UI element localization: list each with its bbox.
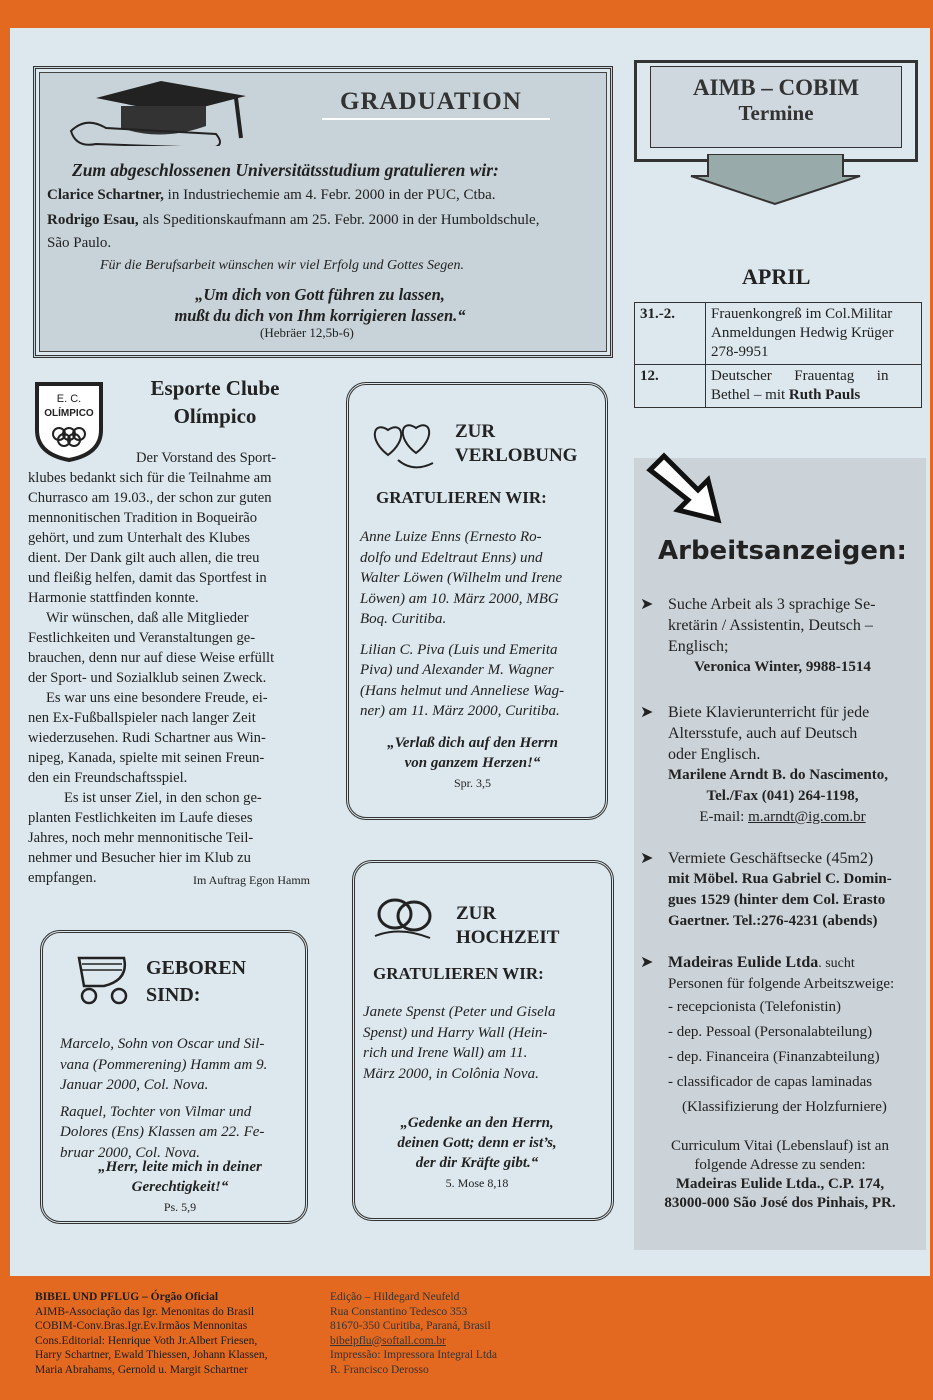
- verlobung-quote: „Verlaß dich auf den Herrn von ganzem Herzen!“ Spr. 3,5: [387, 735, 558, 790]
- aimb-subtitle: Termine: [738, 101, 814, 125]
- pointing-arrow-icon: [646, 452, 724, 524]
- baby-carriage-icon: [74, 948, 134, 1006]
- wedding-rings-icon: [370, 886, 440, 944]
- job-list: - recepcionista (Telefonistin) - dep. Pessoal (Personalabteilung) - dep. Financeira (Finanzabteilung) - classificador de capas laminadas (Klassifizierung der Holzfurniere): [668, 999, 887, 1115]
- graduation-ref: (Hebräer 12,5b-6): [260, 325, 354, 340]
- bullet-arrow-icon: ➤: [640, 954, 654, 971]
- table-row: 12. Deutscher Frauentag in Bethel – mit Ruth Pauls: [635, 365, 922, 408]
- down-arrow-icon: [688, 154, 863, 206]
- svg-text:E. C.: E. C.: [56, 393, 82, 405]
- title-underline: [322, 118, 550, 120]
- hochzeit-subtitle: GRATULIEREN WIR:: [373, 964, 544, 983]
- ad-item-1: ➤ Suche Arbeit als 3 sprachige Se- kretärin / Assistentin, Deutsch – Englisch; Veronica Winter, 9988-1514: [640, 596, 876, 675]
- sport-title: Esporte Clube Olímpico: [150, 376, 280, 428]
- svg-text:OLÍMPICO: OLÍMPICO: [44, 408, 94, 419]
- table-row: 31.-2. Frauenkongreß im Col.Militar Anmeldungen Hedwig Krüger 278-9951: [635, 303, 922, 365]
- graduation-quote: „Um dich von Gott führen zu lassen, mußt du dich von Ihm korrigieren lassen.“: [174, 285, 466, 325]
- aimb-title: AIMB – COBIM: [692, 75, 860, 100]
- geboren-title: GEBOREN SIND:: [146, 957, 247, 1006]
- graduation-blessing: Für die Berufsarbeit wünschen wir viel Erfolg und Gottes Segen.: [100, 258, 464, 273]
- verlobung-subtitle: GRATULIEREN WIR:: [376, 488, 547, 507]
- graduation-line-1: Clarice Schartner, in Industriechemie am 4. Febr. 2000 in der PUC, Ctba.: [47, 187, 496, 203]
- graduation-line-2: Rodrigo Esau, als Speditionskaufmann am 25. Febr. 2000 in der Humboldschule,: [47, 212, 540, 228]
- graduation-cap-icon: [66, 76, 256, 146]
- verlobung-title: ZUR VERLOBUNG: [455, 421, 578, 466]
- bullet-arrow-icon: ➤: [640, 596, 654, 613]
- april-heading: APRIL: [742, 264, 811, 289]
- sport-article: Der Vorstand des Sport- klubes bedankt sich für die Teilnahme am Churrasco am 19.03., der schon zur guten mennonitischen Tradition in Boqueirão gehört, und zum Unterhalt des Klubes dient. Der Dank gilt auch allen, die treu und fleißig helfen, damit das Sportfest in Harmonie stattfinden konnte. Wir wünschen, daß alle Mitglieder Festlichkeiten und Veranstaltungen ge- brauchen, denn nur auf diese Weise erfüllt der Sport- und Sozialklub seinen Zweck. Es war uns eine besondere Freude, ei- nen Ex-Fußballspieler nach langer Zeit wiederzusehen. Rudi Schartner aus Win- nipeg, Kanada, spielte mit seinen Freun- den ein Freundschaftsspiel. Es ist unser Ziel, in den schon ge- planten Festlichkeiten im Laufe dieses Jahres, noch mehr mennonitische Teil- nehmer und Besucher hier im Klub zu empfangen. Im Auftrag Egon Hamm: [28, 450, 310, 887]
- aimb-header: [650, 66, 902, 148]
- arbeitsanzeigen-title: Arbeitsanzeigen:: [658, 536, 907, 566]
- hochzeit-title: ZUR HOCHZEIT: [456, 903, 560, 948]
- ad-item-3: ➤ Vermiete Geschäftsecke (45m2) mit Möbel. Rua Gabriel C. Domin- gues 1529 (hinter dem Col. Erasto Gaertner. Tel.:276-4231 (abends): [640, 850, 892, 929]
- hochzeit-quote: „Gedenke an den Herrn, deinen Gott; denn er ist’s, der dir Kräfte gibt.“ 5. Mose 8,18: [397, 1115, 557, 1190]
- cv-note: Curriculum Vitai (Lebenslauf) ist an folgende Adresse zu senden: Madeiras Eulide Ltda., C.P. 174, 83000-000 São José dos Pinhais, PR.: [664, 1138, 896, 1211]
- bullet-arrow-icon: ➤: [640, 850, 654, 867]
- geboren-text: Marcelo, Sohn von Oscar und Sil- vana (Pommerening) Hamm am 9. Januar 2000, Col. Nova. Raquel, Tochter von Vilmar und Dolores (Ens) Klassen am 22. Fe- bruar 2000, Col. Nova.: [60, 1036, 268, 1161]
- bullet-arrow-icon: ➤: [640, 704, 654, 721]
- ad-item-2: ➤ Biete Klavierunterricht für jede Altersstufe, auch auf Deutsch oder Englisch. Marilene Arndt B. do Nascimento, Tel./Fax (041) 264-1198, E-mail: m.arndt@ig.com.br: [640, 704, 888, 825]
- footer-middle: Edição – Hildegard Neufeld Rua Constantino Tedesco 353 81670-350 Curitiba, Paraná, Brasil bibelpflu@softall.com.br Impressão: Impressora Integral Ltda R. Francisco Derosso: [330, 1291, 498, 1376]
- termine-table: [634, 302, 922, 408]
- graduation-line-2b: São Paulo.: [47, 235, 112, 251]
- graduation-title: GRADUATION: [340, 88, 522, 115]
- hochzeit-text: Janete Spenst (Peter und Gisela Spenst) und Harry Wall (Hein- rich und Irene Wall) am 11. März 2000, in Colônia Nova.: [363, 1004, 556, 1082]
- email-link[interactable]: m.arndt@ig.com.br: [748, 809, 866, 825]
- graduation-intro: Zum abgeschlossenen Universitätsstudium gratulieren wir:: [72, 160, 499, 180]
- hearts-icon: [368, 415, 440, 475]
- ad-item-4: ➤ Madeiras Eulide Ltda. sucht Personen für folgende Arbeitszweige: - recepcionista (Telefonistin) - dep. Pessoal (Personalabteilung) - dep. Financeira (Finanzabteilung) - classificador de capas laminadas (Klassifizierung der Holzfurniere): [640, 952, 925, 1120]
- footer-left: BIBEL UND PFLUG – Órgão Oficial AIMB-Associação das Igr. Menonitas do Brasil COBIM-Conv.Bras.Igr.Ev.Irmãos Mennonitas Cons.Editorial: Henrique Voth Jr.Albert Friesen, Harry Schartner, Ewald Thiessen, Johann Klassen, Maria Abrahams, Gernold u. Margit Schartner: [35, 1291, 268, 1376]
- verlobung-text: Anne Luize Enns (Ernesto Ro- dolfo und Edeltraut Enns) und Walter Löwen (Wilhelm und Irene Löwen) am 10. März 2000, MBG Boq. Curitiba. Lilian C. Piva (Luis und Emerita Piva) und Alexander M. Wagner (Hans helmut und Anneliese Wag- ner) am 11. März 2000, Curitiba.: [360, 529, 565, 719]
- geboren-quote: „Herr, leite mich in deiner Gerechtigkeit!“ Ps. 5,9: [98, 1159, 262, 1214]
